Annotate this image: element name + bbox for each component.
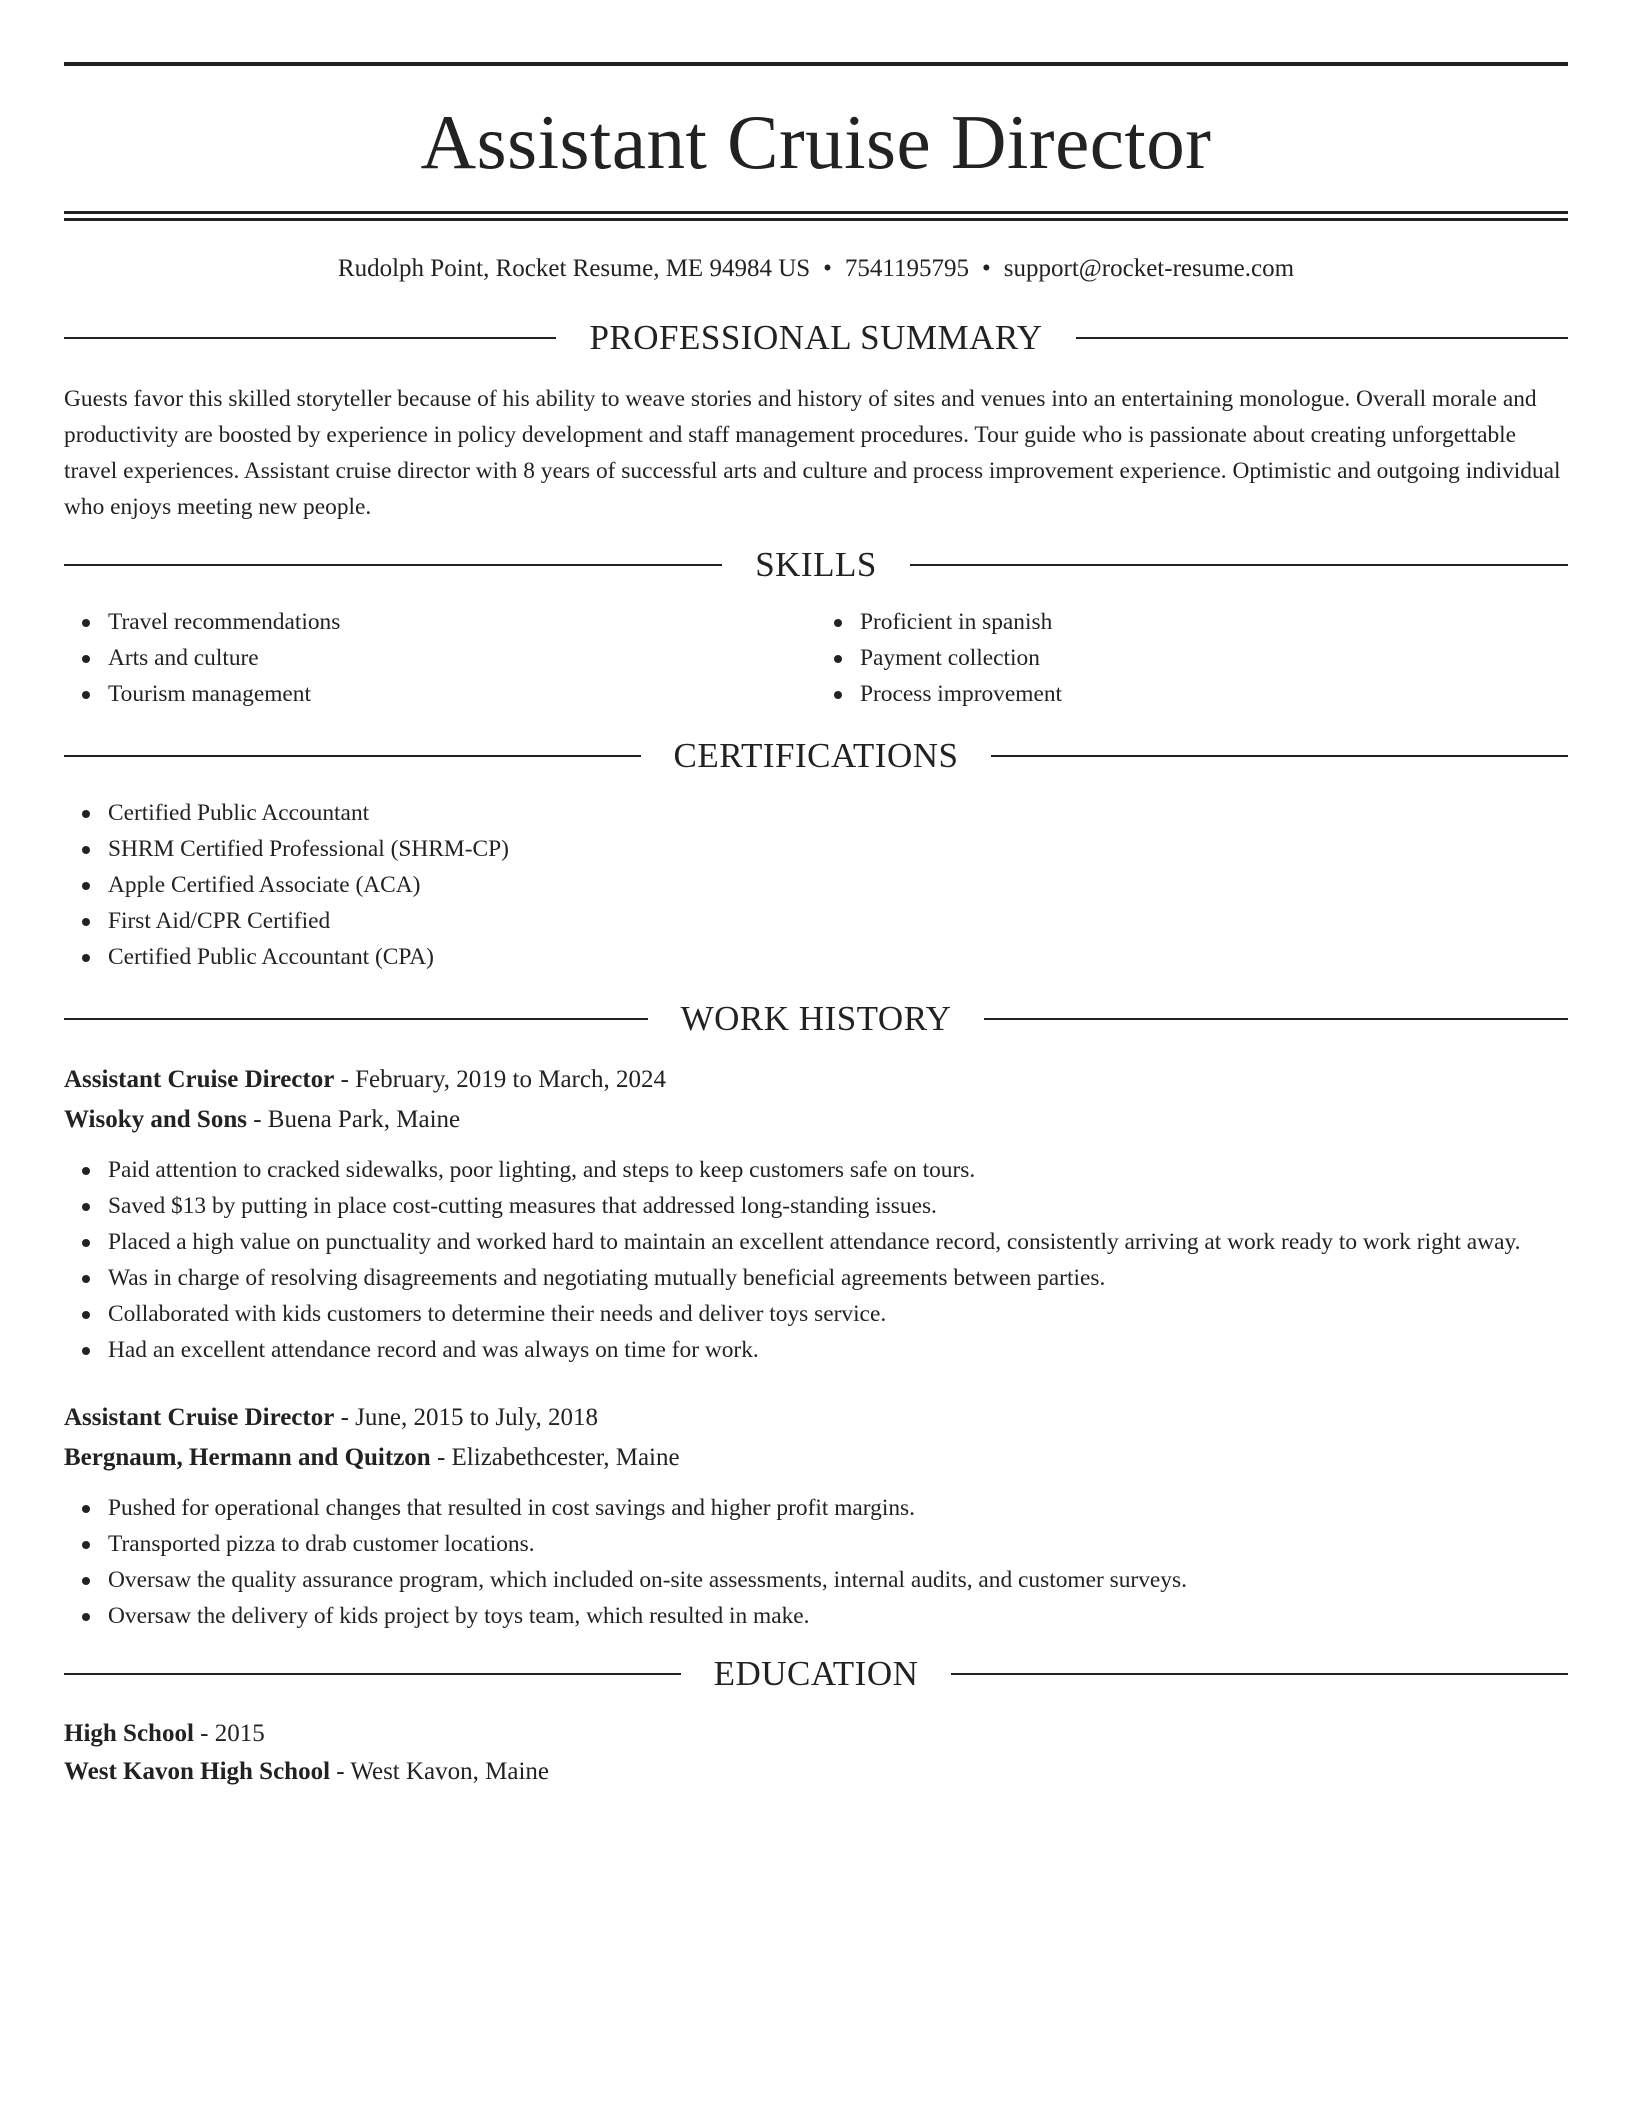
section-title-work: WORK HISTORY	[680, 999, 952, 1038]
education-degree: High School	[64, 1720, 194, 1747]
section-heading-work	[64, 1001, 1568, 1036]
heading-rule-left	[64, 1673, 681, 1675]
job-title-line	[64, 1398, 1568, 1438]
contact-phone: 7541195795	[844, 255, 969, 282]
education-school: West Kavon High School	[64, 1758, 331, 1785]
job-bullet: Had an excellent attendance record and was always on time for work.	[64, 1332, 1568, 1368]
job-bullets	[64, 1490, 1568, 1634]
contact-email: support@rocket-resume.com	[1003, 255, 1295, 282]
job-bullet: Placed a high value on punctuality and worked hard to maintain an excellent attendance record, consistently arriving at work ready to work right away.	[64, 1224, 1568, 1260]
section-title-summary: PROFESSIONAL SUMMARY	[589, 318, 1043, 357]
skills-columns	[64, 604, 1568, 712]
education-degree-line	[64, 1715, 1568, 1753]
job-bullet: Collaborated with kids customers to determine their needs and deliver toys service.	[64, 1296, 1568, 1332]
job-bullet: Saved $13 by putting in place cost-cutting measures that addressed long-standing issues.	[64, 1188, 1568, 1224]
skill-item: Tourism management	[64, 676, 816, 712]
skills-list-right	[816, 604, 1568, 712]
header-double-rule	[64, 211, 1568, 221]
contact-address: Rudolph Point, Rocket Resume, ME 94984 US	[337, 255, 811, 282]
certification-item: Certified Public Accountant (CPA)	[64, 939, 1568, 975]
resume-name: Assistant Cruise Director	[420, 99, 1212, 185]
heading-rule-right	[991, 755, 1568, 757]
heading-rule-right	[910, 564, 1568, 566]
section-heading-skills	[64, 547, 1568, 582]
contact-line	[64, 254, 1568, 284]
job-dates: - June, 2015 to July, 2018	[334, 1404, 598, 1431]
summary-text: Guests favor this skilled storyteller because of his ability to weave stories and history of sites and venues into an entertaining monologue. Overall morale and productivity are boosted by experience in policy development and staff management procedures. Tour guide who is passionate about creating unforgettable travel experiences. Assistant cruise director with 8 years of successful arts and culture and process improvement experience. Optimistic and outgoing individual who enjoys meeting new people.	[64, 386, 1561, 520]
job-bullet: Oversaw the delivery of kids project by toys team, which resulted in make.	[64, 1598, 1568, 1634]
certification-item: Apple Certified Associate (ACA)	[64, 867, 1568, 903]
job-entry	[64, 1398, 1568, 1634]
job-entry	[64, 1060, 1568, 1368]
company-location: - Elizabethcester, Maine	[430, 1444, 680, 1471]
heading-rule-left	[64, 564, 722, 566]
company-name: Bergnaum, Hermann and Quitzon	[64, 1444, 431, 1471]
heading-rule-right	[951, 1673, 1568, 1675]
skill-item: Proficient in spanish	[816, 604, 1568, 640]
job-bullets	[64, 1152, 1568, 1368]
job-bullet: Pushed for operational changes that resulted in cost savings and higher profit margins.	[64, 1490, 1568, 1526]
skills-list-left	[64, 604, 816, 712]
heading-rule-left	[64, 337, 556, 339]
job-bullet: Paid attention to cracked sidewalks, poor lighting, and steps to keep customers safe on tours.	[64, 1152, 1568, 1188]
section-title-skills: SKILLS	[755, 545, 877, 584]
job-bullet: Oversaw the quality assurance program, which included on-site assessments, internal audits, and customer surveys.	[64, 1562, 1568, 1598]
heading-rule-left	[64, 755, 641, 757]
contact-separator: •	[823, 255, 832, 282]
certification-item: SHRM Certified Professional (SHRM-CP)	[64, 831, 1568, 867]
heading-rule-left	[64, 1018, 648, 1020]
job-bullet: Transported pizza to drab customer locations.	[64, 1526, 1568, 1562]
job-title: Assistant Cruise Director	[64, 1066, 335, 1093]
job-title-line	[64, 1060, 1568, 1100]
certifications-list	[64, 795, 1568, 975]
education-school-line	[64, 1753, 1568, 1791]
company-name: Wisoky and Sons	[64, 1106, 247, 1133]
education-location: - West Kavon, Maine	[330, 1758, 550, 1785]
certification-item: First Aid/CPR Certified	[64, 903, 1568, 939]
section-title-certifications: CERTIFICATIONS	[673, 736, 959, 775]
job-dates: - February, 2019 to March, 2024	[334, 1066, 666, 1093]
heading-rule-right	[1076, 337, 1568, 339]
section-title-education: EDUCATION	[713, 1654, 919, 1693]
company-location: - Buena Park, Maine	[246, 1106, 461, 1133]
section-heading-summary	[64, 320, 1568, 355]
section-heading-certifications	[64, 738, 1568, 773]
job-title: Assistant Cruise Director	[64, 1404, 335, 1431]
company-line	[64, 1100, 1568, 1140]
job-bullet: Was in charge of resolving disagreements and negotiating mutually beneficial agreements between parties.	[64, 1260, 1568, 1296]
education-year: - 2015	[193, 1720, 265, 1747]
company-line	[64, 1438, 1568, 1478]
header-top-rule	[64, 62, 1568, 66]
section-heading-education	[64, 1656, 1568, 1691]
skill-item: Arts and culture	[64, 640, 816, 676]
certification-item: Certified Public Accountant	[64, 795, 1568, 831]
contact-separator: •	[982, 255, 991, 282]
skill-item: Payment collection	[816, 640, 1568, 676]
skill-item: Process improvement	[816, 676, 1568, 712]
heading-rule-right	[984, 1018, 1568, 1020]
skill-item: Travel recommendations	[64, 604, 816, 640]
